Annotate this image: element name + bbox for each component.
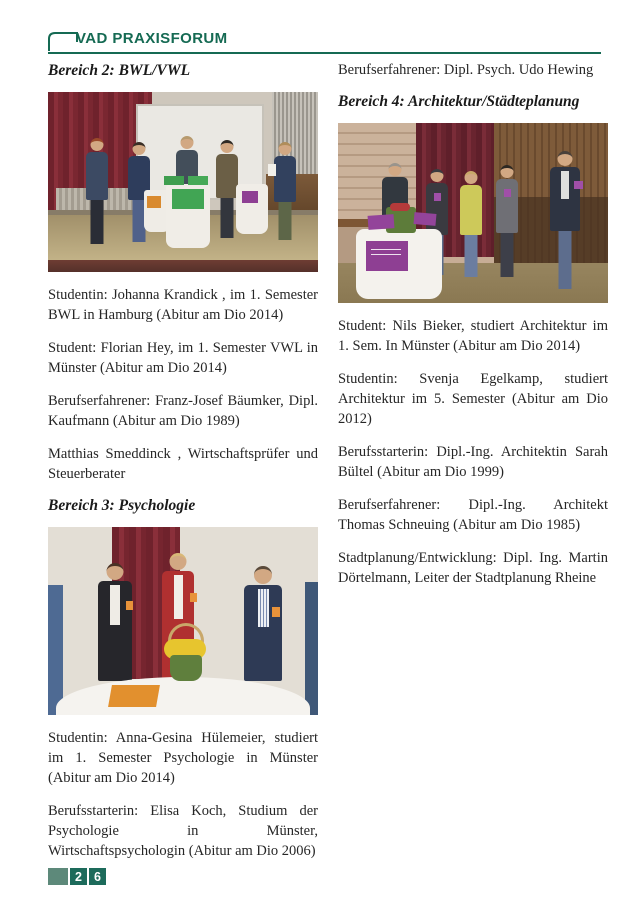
page-number-marker (48, 868, 68, 885)
flower-pot (170, 655, 202, 681)
right-column (338, 60, 608, 874)
green-sign-board (172, 189, 204, 209)
content-columns (48, 60, 608, 874)
person-figure (216, 154, 238, 198)
photo-architektur-group (338, 123, 608, 303)
page-title: VAD PRAXISFORUM (76, 30, 228, 47)
page-number-digit-1: 2 (70, 868, 87, 885)
stage-front-band (48, 260, 318, 272)
orange-name-tent (108, 685, 160, 707)
paragraph-koch: Berufsstarterin: Elisa Koch, Studium der Psychologie in Münster, Wirtschaftspsychologin (Abitur am Dio 2006) (48, 803, 318, 859)
name-badge (126, 601, 133, 610)
paper-sheet (268, 164, 276, 176)
page-number (48, 868, 106, 885)
paragraph-egelkamp: Studentin: Svenja Egelkamp, studiert Architektur im 5. Semester (Abitur am Dio 2012) (338, 371, 608, 427)
name-badge (190, 593, 197, 602)
table-cloth (56, 677, 310, 715)
sign-text-lines (371, 249, 401, 257)
white-blouse (110, 585, 120, 625)
paragraph-bueltel: Berufsstarterin: Dipl.-Ing. Architektin Sarah Bültel (Abitur am Dio 1999) (338, 444, 608, 480)
header-rule (48, 52, 601, 54)
purple-sign-card (242, 191, 258, 203)
person-figure (86, 152, 108, 200)
paragraph-hewing: Berufserfahrener: Dipl. Psych. Udo Hewing (338, 62, 594, 78)
orange-sign-card (147, 196, 161, 208)
person-figure (496, 179, 518, 233)
photo-psychologie-group (48, 527, 318, 715)
paragraph-schneuing: Berufserfahrener: Dipl.-Ing. Architekt Thomas Schneuing (Abitur am Dio 1985) (338, 497, 608, 533)
left-column (48, 60, 318, 874)
cropped-person-right (305, 582, 318, 715)
paragraph-smeddinck: Matthias Smeddinck , Wirtschaftsprüfer und Steuerberater (48, 446, 318, 482)
purple-sign-card (414, 212, 437, 226)
person-figure (460, 185, 482, 235)
green-sign-card (188, 176, 208, 185)
section-heading-bereich4: Bereich 4: Architektur/Städteplanung (338, 93, 580, 110)
name-badge (434, 193, 441, 201)
page-header (48, 28, 601, 52)
paragraph-studentin-krandick: Studentin: Johanna Krandick , im 1. Semester BWL in Hamburg (Abitur am Dio 2014) (48, 287, 318, 323)
photo-bwl-vwl-group (48, 92, 318, 272)
red-flowers (390, 203, 410, 211)
purple-sign-card (368, 214, 395, 230)
light-shirt (561, 171, 569, 199)
cropped-person-left (48, 585, 63, 715)
paragraph-doertelmann: Stadtplanung/Entwicklung: Dipl. Ing. Martin Dörtelmann, Leiter der Stadtplanung Rheine (338, 550, 608, 586)
white-top (174, 575, 183, 619)
name-badge (574, 181, 583, 189)
section-heading-bereich2: Bereich 2: BWL/VWL (48, 62, 191, 79)
name-badge (272, 607, 280, 617)
green-sign-card (164, 176, 184, 185)
paragraph-student-hey: Student: Florian Hey, im 1. Semester VWL in Münster (Abitur am Dio 2014) (48, 340, 318, 376)
paragraph-baeumker: Berufserfahrener: Franz-Josef Bäumker, Dipl. Kaufmann (Abitur am Dio 1989) (48, 393, 318, 429)
person-figure (426, 183, 448, 235)
striped-shirt (258, 589, 269, 627)
paragraph-huelemeier: Studentin: Anna-Gesina Hülemeier, studiert im 1. Semester Psychologie in Münster (Abitur am Dio 2014) (48, 730, 318, 786)
paragraph-bieker: Student: Nils Bieker, studiert Architektur im 1. Sem. In Münster (Abitur am Dio 2014) (338, 318, 608, 354)
section-heading-bereich3: Bereich 3: Psychologie (48, 497, 196, 514)
page-number-digit-2: 6 (89, 868, 106, 885)
name-badge (504, 189, 511, 197)
person-figure (274, 156, 296, 202)
